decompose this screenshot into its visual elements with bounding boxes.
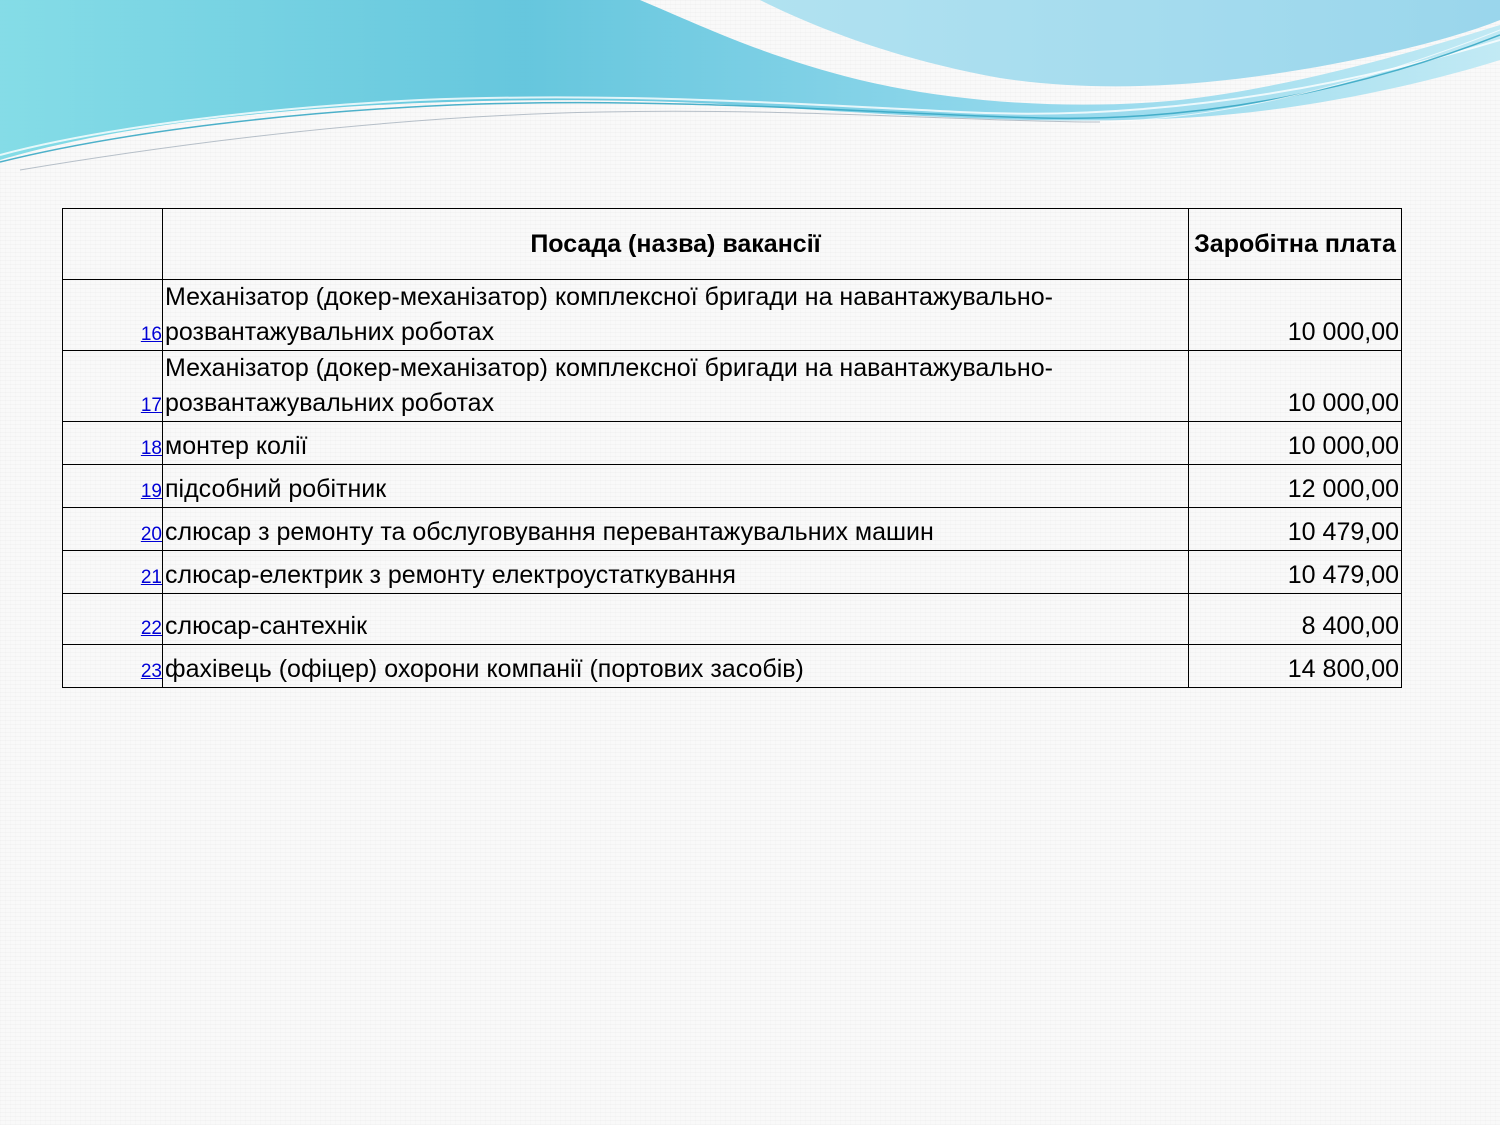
position-cell: фахівець (офіцер) охорони компанії (портових засобів) <box>163 645 1189 688</box>
row-number-cell <box>63 422 163 465</box>
row-number-link[interactable]: 20 <box>140 524 162 545</box>
position-cell: Механізатор (докер-механізатор) комплексної бригади на навантажувально-розвантажувальних роботах <box>163 351 1189 422</box>
header-wave-decoration <box>0 0 1500 180</box>
row-number-cell <box>63 280 163 351</box>
position-cell: Механізатор (докер-механізатор) комплексної бригади на навантажувально-розвантажувальних роботах <box>163 280 1189 351</box>
salary-cell: 10 000,00 <box>1189 351 1402 422</box>
position-cell: слюсар-електрик з ремонту електроустаткування <box>163 551 1189 594</box>
row-number-cell <box>63 594 163 645</box>
row-number-cell <box>63 351 163 422</box>
header-position-cell: Посада (назва) вакансії <box>163 209 1189 280</box>
salary-cell: 8 400,00 <box>1189 594 1402 645</box>
table-row <box>63 594 1402 645</box>
row-number-cell <box>63 465 163 508</box>
table-row <box>63 422 1402 465</box>
table-row <box>63 351 1402 422</box>
salary-cell: 12 000,00 <box>1189 465 1402 508</box>
row-number-link[interactable]: 22 <box>140 618 162 639</box>
row-number-link[interactable]: 23 <box>140 661 162 682</box>
header-number-cell <box>63 209 163 280</box>
salary-cell: 10 000,00 <box>1189 422 1402 465</box>
salary-cell: 10 000,00 <box>1189 280 1402 351</box>
position-cell: слюсар-сантехнік <box>163 594 1189 645</box>
row-number-link[interactable]: 19 <box>140 481 162 502</box>
header-salary-cell: Заробітна плата <box>1189 209 1402 280</box>
table-header-row <box>63 209 1402 280</box>
salary-cell: 10 479,00 <box>1189 508 1402 551</box>
table-row <box>63 508 1402 551</box>
row-number-link[interactable]: 17 <box>140 395 162 416</box>
table-row <box>63 551 1402 594</box>
row-number-link[interactable]: 21 <box>140 567 162 588</box>
vacancies-table <box>62 208 1402 688</box>
table-row <box>63 465 1402 508</box>
salary-cell: 14 800,00 <box>1189 645 1402 688</box>
position-cell: підсобний робітник <box>163 465 1189 508</box>
row-number-cell <box>63 508 163 551</box>
row-number-link[interactable]: 16 <box>140 324 162 345</box>
row-number-link[interactable]: 18 <box>140 438 162 459</box>
table-row <box>63 645 1402 688</box>
position-cell: монтер колії <box>163 422 1189 465</box>
position-cell: слюсар з ремонту та обслуговування перевантажувальних машин <box>163 508 1189 551</box>
row-number-cell <box>63 551 163 594</box>
row-number-cell <box>63 645 163 688</box>
salary-cell: 10 479,00 <box>1189 551 1402 594</box>
table-row <box>63 280 1402 351</box>
